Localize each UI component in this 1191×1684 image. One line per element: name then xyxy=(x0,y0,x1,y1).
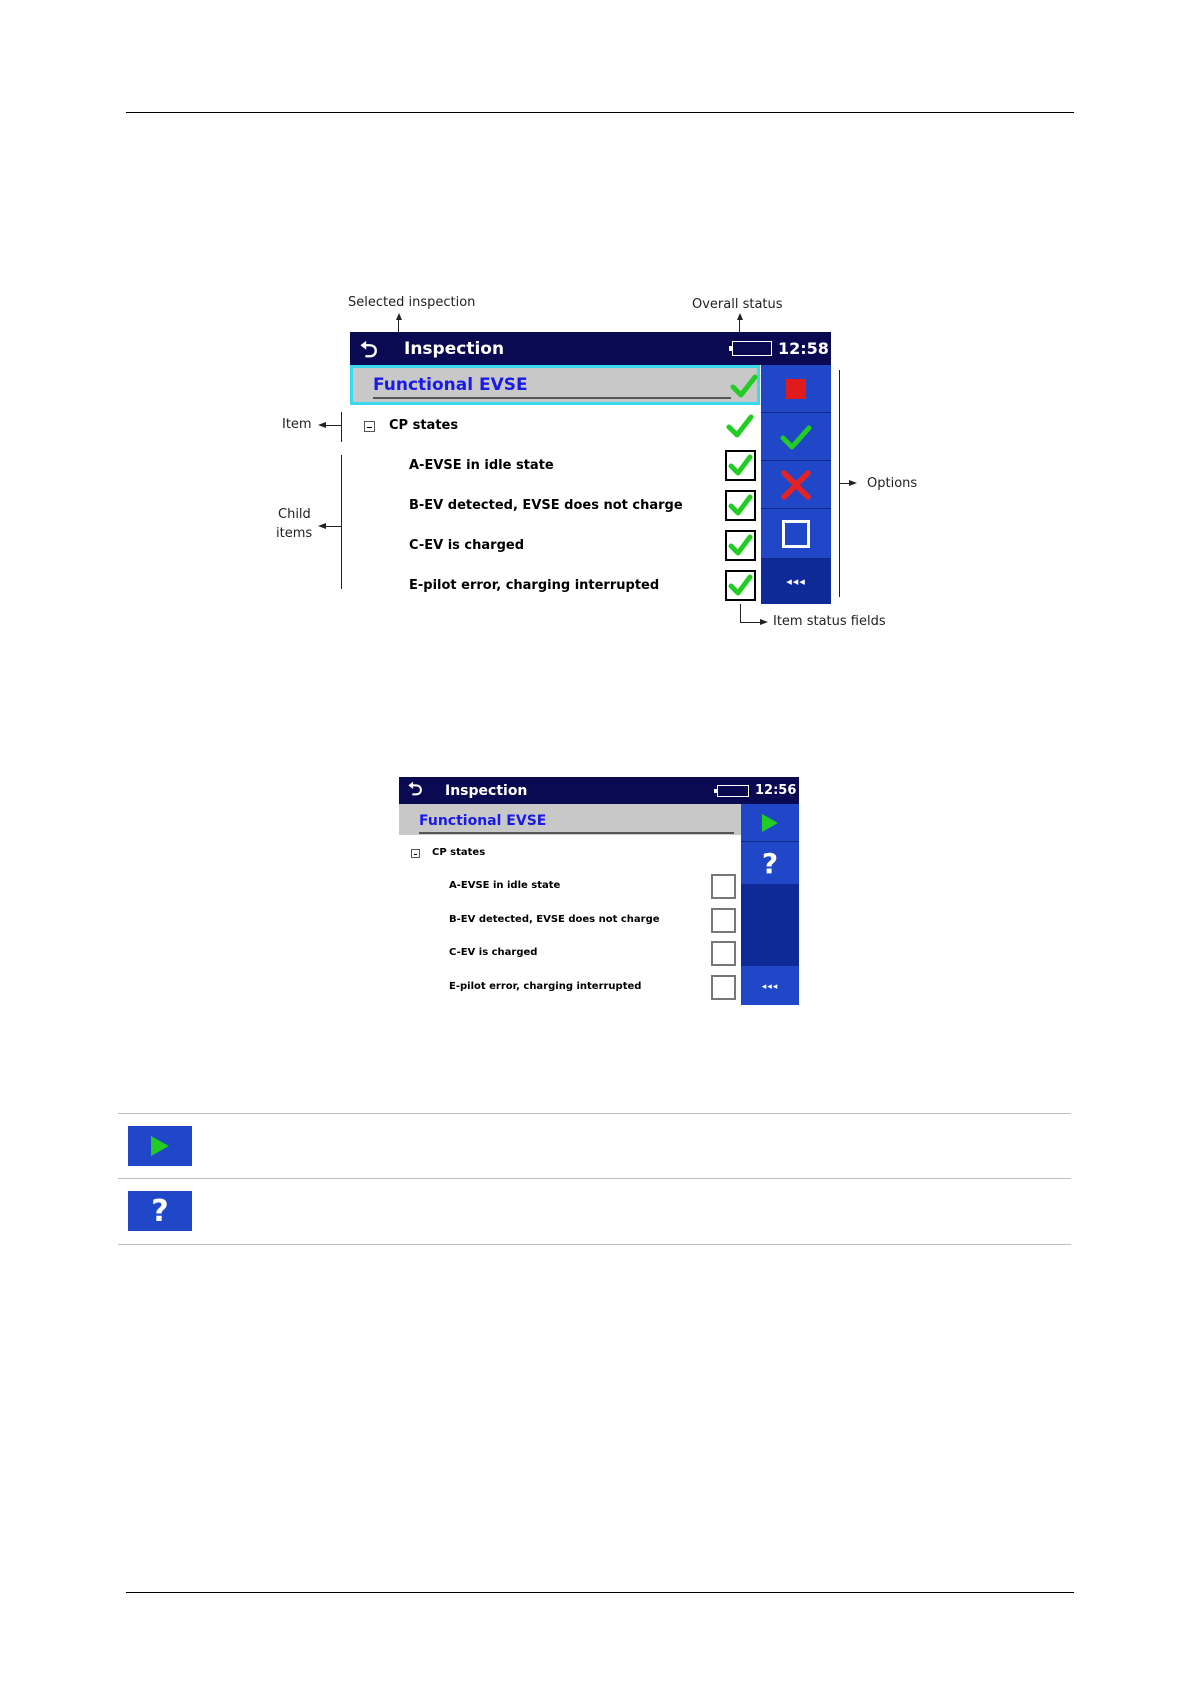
item-status-field[interactable] xyxy=(711,908,736,933)
child-item[interactable]: B-EV detected, EVSE does not charge xyxy=(449,914,660,925)
item-status-field[interactable] xyxy=(725,450,756,481)
stop-icon xyxy=(786,379,806,399)
annotation-item-status-fields: Item status fields xyxy=(773,614,886,629)
annotation-line xyxy=(740,622,760,623)
arrow-icon xyxy=(396,313,402,320)
annotation-child-items-2: items xyxy=(276,526,313,541)
selected-inspection-row[interactable] xyxy=(350,365,760,405)
fail-button[interactable] xyxy=(761,461,831,509)
arrow-icon xyxy=(849,480,857,486)
inspection-screen-1 xyxy=(350,332,831,604)
top-rule xyxy=(126,112,1074,113)
collapse-icon[interactable] xyxy=(364,421,375,432)
header-bar xyxy=(399,777,799,804)
child-item[interactable]: C-EV is charged xyxy=(409,538,524,553)
arrow-icon xyxy=(760,619,768,625)
back-arrow-icon[interactable]: ⮌ xyxy=(408,779,423,800)
annotation-line xyxy=(326,526,342,527)
empty-box-icon xyxy=(782,520,810,548)
start-inspection-button[interactable] xyxy=(741,804,799,842)
underline xyxy=(373,397,731,399)
collapse-icon[interactable] xyxy=(411,849,420,858)
annotation-overall-status: Overall status xyxy=(692,297,783,312)
page-title: Inspection xyxy=(445,783,528,799)
help-icon: ? xyxy=(151,1193,169,1229)
child-item[interactable]: A-EVSE in idle state xyxy=(449,880,561,891)
child-item[interactable]: B-EV detected, EVSE does not charge xyxy=(409,498,683,513)
item-status-field[interactable] xyxy=(725,490,756,521)
options-panel-empty xyxy=(741,884,799,966)
clock: 12:56 xyxy=(755,783,797,798)
stop-button[interactable] xyxy=(761,365,831,413)
child-item[interactable]: C-EV is charged xyxy=(449,947,538,958)
table-rule xyxy=(118,1244,1071,1245)
item-label[interactable]: CP states xyxy=(432,847,486,858)
more-icon: ◂◂◂ xyxy=(786,576,806,588)
clock: 12:58 xyxy=(778,339,829,358)
child-item[interactable]: A-EVSE in idle state xyxy=(409,458,554,473)
options-panel xyxy=(741,804,799,1005)
arrow-icon xyxy=(737,313,743,320)
item-label[interactable]: CP states xyxy=(389,418,459,433)
header-bar xyxy=(350,332,831,365)
more-options-button[interactable] xyxy=(761,559,831,604)
help-icon: ? xyxy=(761,846,779,880)
back-arrow-icon[interactable]: ⮌ xyxy=(360,338,378,363)
annotation-selected-inspection: Selected inspection xyxy=(348,295,476,310)
inspection-screen-2 xyxy=(399,777,799,1005)
annotation-child-items-1: Child xyxy=(278,507,311,522)
annotation-line xyxy=(839,483,849,484)
item-status-field[interactable] xyxy=(711,975,736,1000)
item-status-field[interactable] xyxy=(711,874,736,899)
check-icon xyxy=(728,453,753,478)
check-icon xyxy=(728,493,753,518)
battery-icon xyxy=(717,785,749,797)
more-icon: ◂◂◂ xyxy=(761,980,779,991)
child-item[interactable]: E-pilot error, charging interrupted xyxy=(409,578,660,593)
page-title: Inspection xyxy=(404,339,505,359)
item-status-field[interactable] xyxy=(725,570,756,601)
annotation-line xyxy=(326,425,342,426)
item-status-field[interactable] xyxy=(711,941,736,966)
table-rule xyxy=(118,1178,1071,1179)
check-icon xyxy=(728,573,753,598)
bottom-rule xyxy=(126,1592,1074,1593)
arrow-icon xyxy=(318,523,326,529)
more-options-button[interactable] xyxy=(741,967,799,1005)
help-button-icon xyxy=(128,1191,192,1231)
check-icon xyxy=(779,422,813,452)
item-status-field[interactable] xyxy=(725,530,756,561)
help-button[interactable] xyxy=(741,842,799,884)
pass-button[interactable] xyxy=(761,413,831,461)
check-icon xyxy=(726,413,754,439)
annotation-options: Options xyxy=(867,476,918,491)
selected-inspection-row[interactable] xyxy=(399,804,741,835)
underline xyxy=(419,832,734,834)
arrow-icon xyxy=(318,422,326,428)
table-rule xyxy=(118,1113,1071,1114)
start-inspection-icon xyxy=(128,1126,192,1166)
annotation-item: Item xyxy=(282,417,312,432)
play-icon xyxy=(762,814,778,832)
check-icon xyxy=(728,533,753,558)
selected-inspection-label: Functional EVSE xyxy=(419,813,547,829)
annotation-line xyxy=(341,455,342,589)
play-icon xyxy=(151,1136,169,1156)
annotation-line xyxy=(740,604,741,622)
cross-icon xyxy=(779,468,813,502)
options-panel xyxy=(761,365,831,604)
check-icon xyxy=(730,373,758,399)
child-item[interactable]: E-pilot error, charging interrupted xyxy=(449,981,642,992)
annotation-line xyxy=(341,412,342,442)
clear-status-button[interactable] xyxy=(761,509,831,559)
battery-icon xyxy=(732,341,772,356)
selected-inspection-label: Functional EVSE xyxy=(373,375,528,395)
